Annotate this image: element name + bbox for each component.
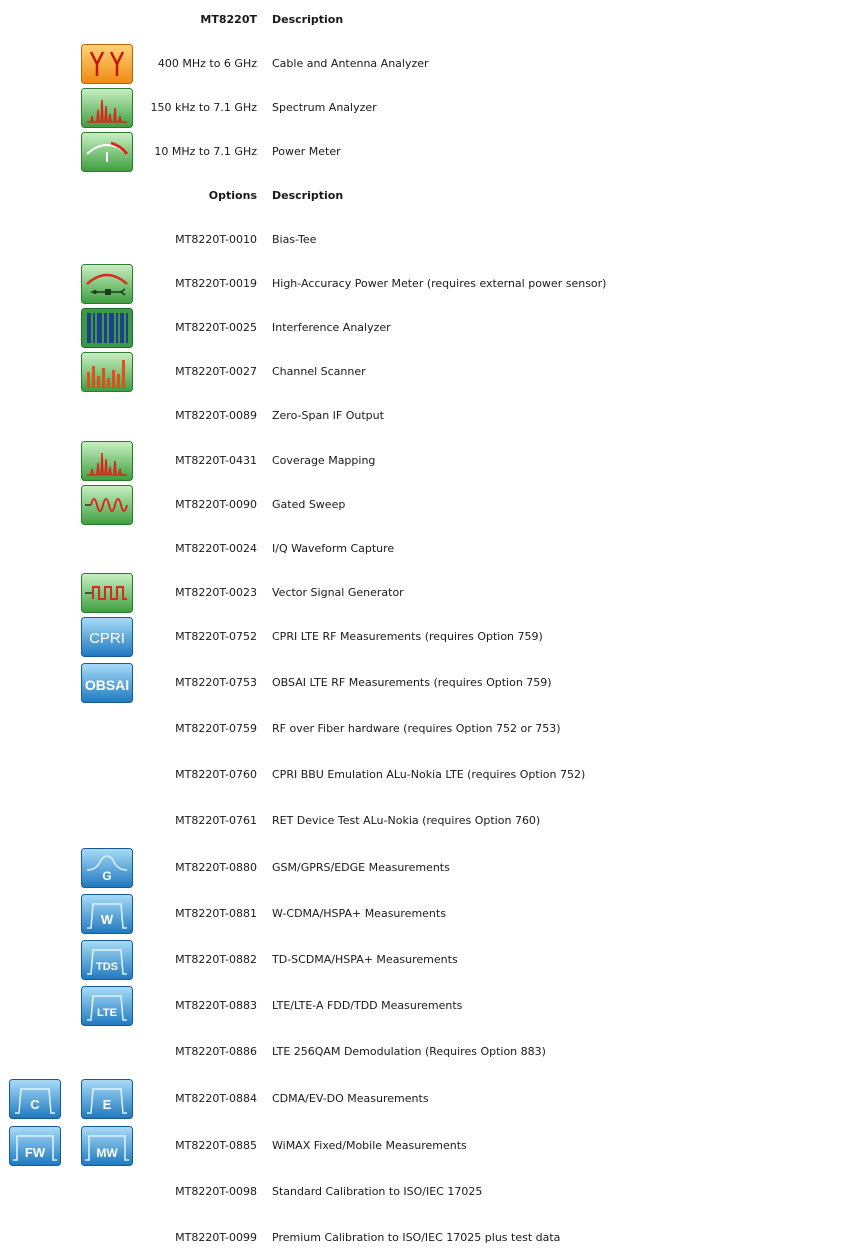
option-row bbox=[0, 1032, 860, 1072]
svg-text:CPRI: CPRI bbox=[89, 630, 125, 647]
option-code: MT8220T-0752 bbox=[175, 630, 257, 643]
cdma-icon bbox=[9, 1079, 61, 1119]
svg-text:TDS: TDS bbox=[96, 961, 118, 973]
description-heading: Description bbox=[272, 13, 344, 26]
description: Power Meter bbox=[272, 145, 341, 158]
option-code: MT8220T-0880 bbox=[175, 861, 257, 874]
svg-text:G: G bbox=[102, 869, 112, 883]
option-description: GSM/GPRS/EDGE Measurements bbox=[272, 861, 450, 874]
frequency-range: 10 MHz to 7.1 GHz bbox=[154, 145, 257, 158]
evdo-icon bbox=[81, 1079, 133, 1119]
wcdma-icon bbox=[81, 894, 133, 934]
option-code: MT8220T-0882 bbox=[175, 953, 257, 966]
channel-scanner-icon bbox=[81, 352, 133, 392]
option-description: Coverage Mapping bbox=[272, 454, 376, 467]
option-description: LTE 256QAM Demodulation (Requires Option 883) bbox=[272, 1045, 546, 1058]
option-description: RF over Fiber hardware (requires Option 752 or 753) bbox=[272, 722, 561, 735]
options-header-row bbox=[0, 176, 860, 216]
interference-icon bbox=[81, 308, 133, 348]
option-description: High-Accuracy Power Meter (requires external power sensor) bbox=[272, 277, 607, 290]
option-description: Zero-Span IF Output bbox=[272, 409, 384, 422]
option-description: LTE/LTE-A FDD/TDD Measurements bbox=[272, 999, 463, 1012]
option-row bbox=[0, 441, 860, 481]
option-code: MT8220T-0883 bbox=[175, 999, 257, 1012]
tdscdma-icon bbox=[81, 940, 133, 980]
option-description: CDMA/EV-DO Measurements bbox=[272, 1092, 429, 1105]
option-row bbox=[0, 755, 860, 795]
antenna-icon bbox=[81, 44, 133, 84]
option-description: Bias-Tee bbox=[272, 233, 317, 246]
lte-icon bbox=[81, 986, 133, 1026]
option-row bbox=[0, 1126, 860, 1166]
frequency-range: 150 kHz to 7.1 GHz bbox=[150, 101, 257, 114]
option-description: OBSAI LTE RF Measurements (requires Option 759) bbox=[272, 676, 552, 689]
option-code: MT8220T-0024 bbox=[175, 542, 257, 555]
option-code: MT8220T-0023 bbox=[175, 586, 257, 599]
svg-text:LTE: LTE bbox=[97, 1007, 117, 1019]
model-heading: MT8220T bbox=[200, 13, 257, 26]
svg-text:E: E bbox=[102, 1097, 112, 1112]
option-row bbox=[0, 617, 860, 657]
spectrum-icon bbox=[81, 88, 133, 128]
description: Spectrum Analyzer bbox=[272, 101, 377, 114]
option-description: W-CDMA/HSPA+ Measurements bbox=[272, 907, 446, 920]
option-description: TD-SCDMA/HSPA+ Measurements bbox=[272, 953, 458, 966]
option-code: MT8220T-0431 bbox=[175, 454, 257, 467]
option-row bbox=[0, 1218, 860, 1258]
option-description: Standard Calibration to ISO/IEC 17025 bbox=[272, 1185, 483, 1198]
option-code: MT8220T-0025 bbox=[175, 321, 257, 334]
option-description: Premium Calibration to ISO/IEC 17025 plus test data bbox=[272, 1231, 561, 1244]
option-code: MT8220T-0760 bbox=[175, 768, 257, 781]
option-description: Interference Analyzer bbox=[272, 321, 391, 334]
option-row bbox=[0, 709, 860, 749]
option-code: MT8220T-0884 bbox=[175, 1092, 257, 1105]
signal-generator-icon bbox=[81, 573, 133, 613]
option-description: Channel Scanner bbox=[272, 365, 366, 378]
option-row bbox=[0, 308, 860, 348]
option-row bbox=[0, 220, 860, 260]
usb-power-sensor-icon bbox=[81, 264, 133, 304]
option-row bbox=[0, 1079, 860, 1119]
option-code: MT8220T-0010 bbox=[175, 233, 257, 246]
svg-text:C: C bbox=[30, 1097, 40, 1112]
option-code: MT8220T-0090 bbox=[175, 498, 257, 511]
option-code: MT8220T-0099 bbox=[175, 1231, 257, 1244]
option-description: CPRI BBU Emulation ALu-Nokia LTE (requires Option 752) bbox=[272, 768, 586, 781]
option-code: MT8220T-0759 bbox=[175, 722, 257, 735]
option-row bbox=[0, 573, 860, 613]
option-row bbox=[0, 529, 860, 569]
option-description: I/Q Waveform Capture bbox=[272, 542, 395, 555]
power-meter-icon bbox=[81, 132, 133, 172]
option-description: RET Device Test ALu-Nokia (requires Option 760) bbox=[272, 814, 541, 827]
option-code: MT8220T-0019 bbox=[175, 277, 257, 290]
option-row bbox=[0, 396, 860, 436]
option-description: CPRI LTE RF Measurements (requires Option 759) bbox=[272, 630, 543, 643]
option-code: MT8220T-0885 bbox=[175, 1139, 257, 1152]
svg-text:OBSAI: OBSAI bbox=[84, 677, 130, 693]
option-code: MT8220T-0761 bbox=[175, 814, 257, 827]
option-row bbox=[0, 264, 860, 304]
option-code: MT8220T-0753 bbox=[175, 676, 257, 689]
spectrum-icon bbox=[81, 441, 133, 481]
option-description: WiMAX Fixed/Mobile Measurements bbox=[272, 1139, 467, 1152]
frequency-range: 400 MHz to 6 GHz bbox=[157, 57, 257, 70]
option-code: MT8220T-0098 bbox=[175, 1185, 257, 1198]
description: Cable and Antenna Analyzer bbox=[272, 57, 429, 70]
gsm-icon bbox=[81, 848, 133, 888]
wimax-mobile-icon bbox=[81, 1126, 133, 1166]
obsai-icon bbox=[81, 663, 133, 703]
svg-text:MW: MW bbox=[96, 1146, 118, 1160]
option-row bbox=[0, 986, 860, 1026]
option-row bbox=[0, 801, 860, 841]
gated-sweep-icon bbox=[81, 485, 133, 525]
cpri-icon bbox=[81, 617, 133, 657]
option-row bbox=[0, 352, 860, 392]
options-heading: Options bbox=[208, 189, 257, 202]
instrument-row bbox=[0, 44, 860, 84]
instrument-header-row bbox=[0, 0, 860, 40]
option-description: Gated Sweep bbox=[272, 498, 346, 511]
option-code: MT8220T-0027 bbox=[175, 365, 257, 378]
instrument-row bbox=[0, 132, 860, 172]
option-code: MT8220T-0886 bbox=[175, 1045, 257, 1058]
option-row bbox=[0, 940, 860, 980]
svg-text:FW: FW bbox=[24, 1145, 46, 1160]
wimax-fixed-icon bbox=[9, 1126, 61, 1166]
option-row bbox=[0, 894, 860, 934]
option-row bbox=[0, 485, 860, 525]
svg-text:W: W bbox=[100, 912, 114, 927]
option-row bbox=[0, 848, 860, 888]
description-heading: Description bbox=[272, 189, 344, 202]
option-code: MT8220T-0089 bbox=[175, 409, 257, 422]
option-code: MT8220T-0881 bbox=[175, 907, 257, 920]
option-row bbox=[0, 1172, 860, 1212]
option-row bbox=[0, 663, 860, 703]
instrument-row bbox=[0, 88, 860, 128]
option-description: Vector Signal Generator bbox=[272, 586, 404, 599]
